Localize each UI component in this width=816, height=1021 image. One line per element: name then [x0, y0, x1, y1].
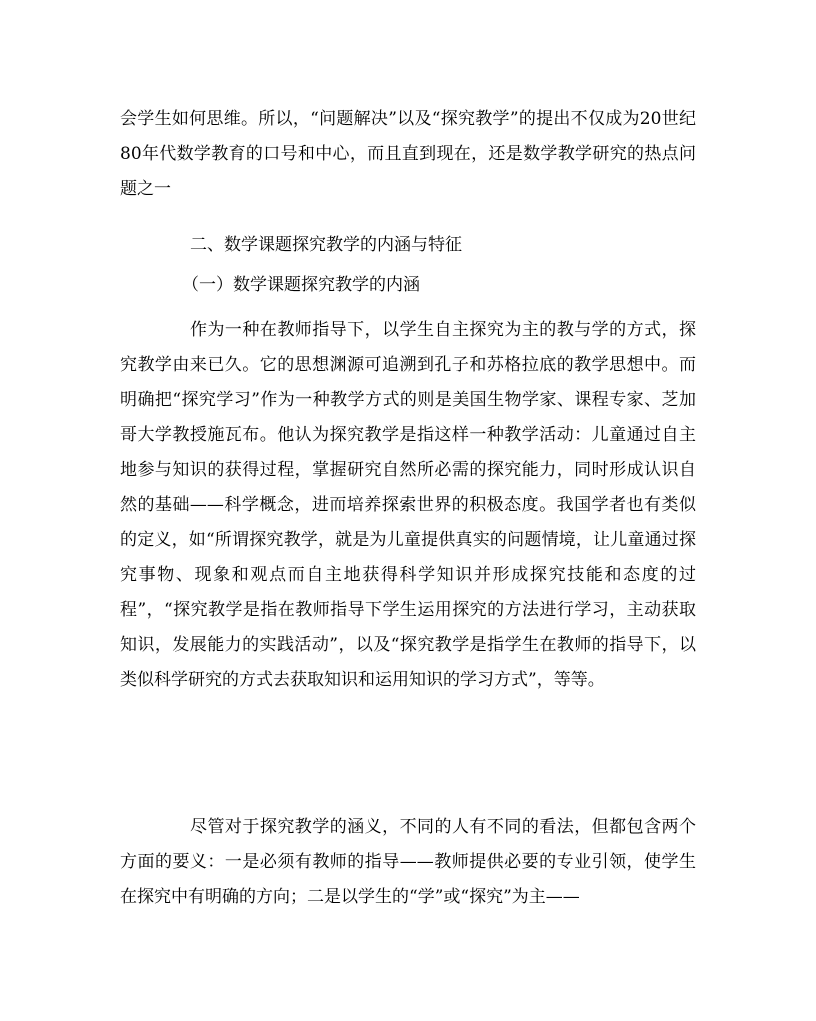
paragraph-elements: 尽管对于探究教学的涵义，不同的人有不同的看法，但都包含两个方面的要义：一是必须有教师的指导——教师提供必要的专业引领，使学生在探究中有明确的方向；二是以学生的“学”或“探究”为主——	[120, 817, 696, 907]
paragraph-elements-block	[120, 810, 696, 915]
subsection-heading-block	[120, 268, 696, 303]
paragraph-continuation-block	[120, 102, 696, 207]
section-heading-block	[120, 228, 696, 263]
paragraph-definition: 作为一种在教师指导下，以学生自主探究为主的教与学的方式，探究教学由来已久。它的思想渊源可追溯到孔子和苏格拉底的教学思想中。而明确把“探究学习”作为一种教学方式的则是美国生物学家、课程专家、芝加哥大学教授施瓦布。他认为探究教学是指这样一种教学活动：儿童通过自主地参与知识的获得过程，掌握研究自然所必需的探究能力，同时形成认识自然的基础——科学概念，进而培养探索世界的积极态度。我国学者也有类似的定义，如“所谓探究教学，就是为儿童提供真实的问题情境，让儿童通过探究事物、现象和观点而自主地获得科学知识并形成探究技能和态度的过程”，“探究教学是指在教师指导下学生运用探究的方法进行学习，主动获取知识，发展能力的实践活动”，以及“探究教学是指学生在教师的指导下，以类似科学研究的方式去获取知识和运用知识的学习方式”，等等。	[120, 320, 696, 690]
subsection-heading: （一）数学课题探究教学的内涵	[182, 275, 420, 295]
section-heading: 二、数学课题探究教学的内涵与特征	[190, 235, 462, 255]
paragraph-definition-block	[120, 313, 696, 698]
paragraph-continuation: 会学生如何思维。所以，“问题解决”以及“探究教学”的提出不仅成为20世纪80年代数学教育的口号和中心，而且直到现在，还是数学教学研究的热点问题之一	[120, 109, 696, 199]
